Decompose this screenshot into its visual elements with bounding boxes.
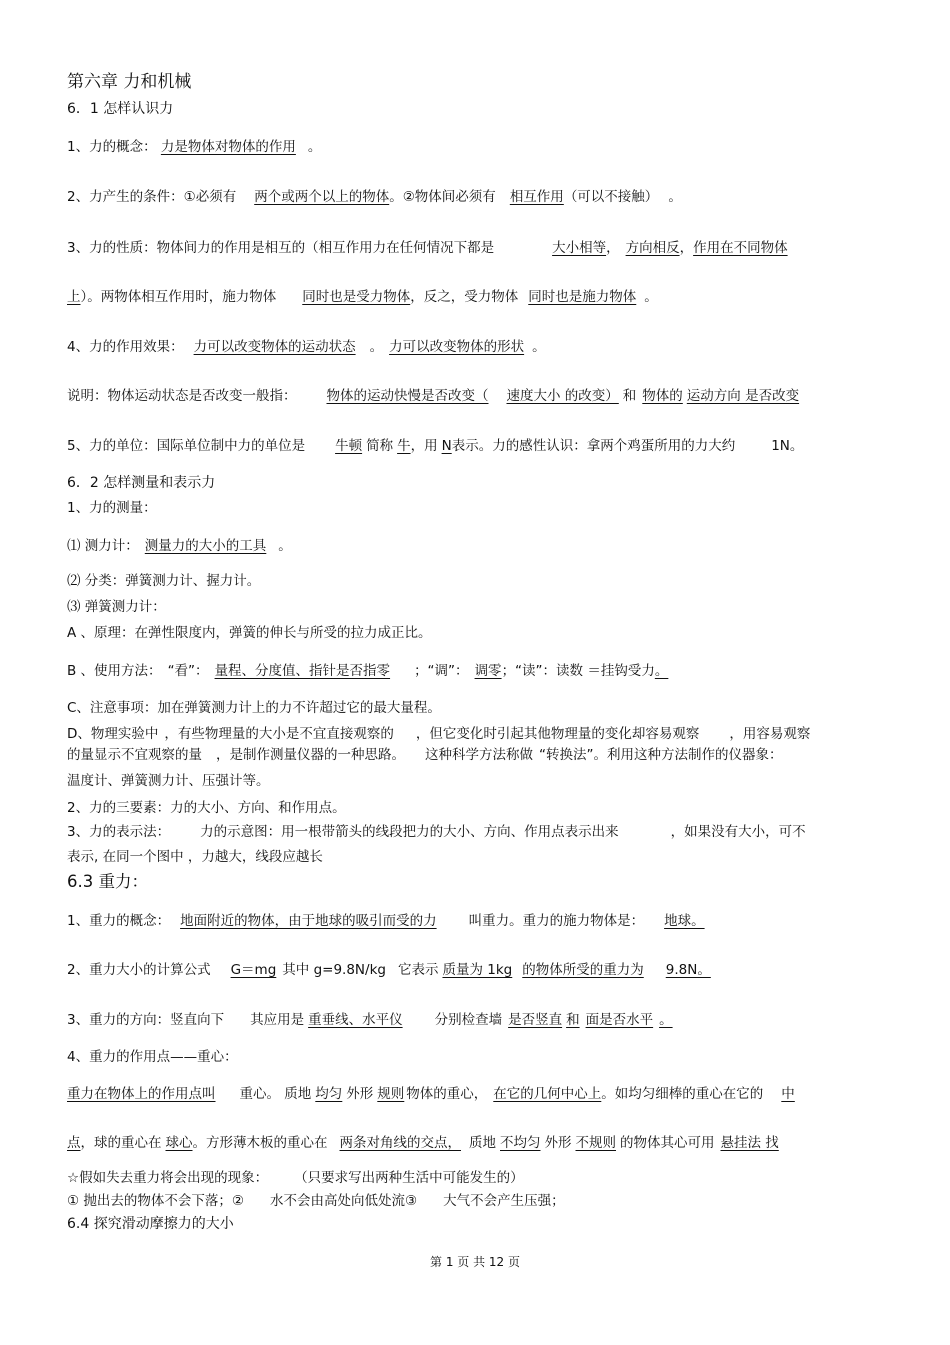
s62-line-9: 的量显示不宜观察的量 ，是制作测量仪器的一种思路。 这种科学方法称做 “转换法”。利用这种方法制作的仪器象：: [67, 747, 783, 763]
answer: 物体的运动快慢是否改变（: [326, 388, 489, 404]
s62-line-2: ⑴ 测力计： 测量力的大小的工具 。: [67, 538, 292, 554]
s63-line-6: 点，球的重心在 球心。方形薄木板的重心在 两条对角线的交点， 质地 不均匀 外形 不规则 的物体其心可用 悬挂法 找: [67, 1135, 779, 1151]
answer: 悬挂法 找: [720, 1135, 779, 1151]
answer: 的物体所受的重力为: [522, 962, 644, 978]
s61-line-1: 1、力的概念： 力是物体对物体的作用 。: [67, 139, 322, 155]
answer: 。: [654, 663, 669, 679]
answer: N: [441, 438, 452, 454]
s62-line-13: 表示, 在同一个图中 ，力越大，线段应越长: [67, 849, 323, 865]
s61-line-7: 5、力的单位：国际单位制中力的单位是 牛顿 简称 牛，用 N表示。力的感性认识：拿两个鸡蛋所用的力大约 1N。: [67, 438, 804, 454]
s62-line-12: 3、力的表示法： 力的示意图：用一根带箭头的线段把力的大小、方向、作用点表示出来 ，如果没有大小，可不: [67, 824, 806, 840]
chapter-title: 第六章 力和机械: [67, 72, 192, 92]
answer: 重力在物体上的作用点叫: [67, 1086, 216, 1102]
s62-line-6: B 、使用方法： “看”： 量程、分度值、指针是否指零 ；“调”： 调零；“读”：读数 ＝挂钩受力。: [67, 663, 669, 679]
s62-line-11: 2、力的三要素：力的大小、方向、和作用点。: [67, 800, 346, 816]
answer: 地面附近的物体，由于地球的吸引而受的力: [180, 913, 437, 929]
answer: 同时也是施力物体: [528, 289, 637, 305]
answer: 和: [566, 1012, 580, 1028]
answer: G＝mg: [230, 962, 277, 978]
answer: 力可以改变物体的运动状态: [193, 339, 356, 355]
answer: 均匀: [315, 1086, 343, 1102]
answer: 在它的几何中心上: [493, 1086, 602, 1102]
s63-line-1: 1、重力的概念： 地面附近的物体，由于地球的吸引而受的力 叫重力。重力的施力物体是： 地球。: [67, 913, 705, 929]
s62-line-5: A 、原理：在弹性限度内，弹簧的伸长与所受的拉力成正比。: [67, 625, 432, 641]
answer: 面是否水平: [585, 1012, 654, 1028]
answer: 球心: [165, 1135, 193, 1151]
answer: 9.8N。: [665, 962, 711, 978]
s62-line-10: 温度计、弹簧测力计、压强计等。: [67, 773, 270, 789]
s61-line-5: 4、力的作用效果： 力可以改变物体的运动状态 。 力可以改变物体的形状 。: [67, 339, 546, 355]
answer: 不规则: [575, 1135, 616, 1151]
answer: 上: [67, 289, 81, 305]
answer: 质量为 1kg: [442, 962, 513, 978]
s61-line-2: 2、力产生的条件：①必须有 两个或两个以上的物体。②物体间必须有 相互作用（可以不接触） 。: [67, 189, 682, 205]
answer: 两条对角线的交点: [339, 1135, 448, 1151]
answer: 速度大小 的改变）: [506, 388, 619, 404]
answer: 物体的: [642, 388, 683, 404]
s63-line-5: 重力在物体上的作用点叫 重心。 质地 均匀 外形 规则 物体的重心， 在它的几何中心上。如均匀细棒的重心在它的 中: [67, 1086, 795, 1102]
section-6-1-title: 6．1 怎样认识力: [67, 101, 174, 117]
answer: 力是物体对物体的作用: [160, 139, 296, 155]
s61-line-6: 说明：物体运动状态是否改变一般指： 物体的运动快慢是否改变（ 速度大小 的改变） 和 物体的 运动方向 是否改变: [67, 388, 800, 404]
s62-line-7: C、注意事项：加在弹簧测力计上的力不许超过它的最大量程。: [67, 700, 441, 716]
s63-line-7: ☆假如失去重力将会出现的现象： （只要求写出两种生活中可能发生的）: [67, 1170, 524, 1186]
answer: 相互作用: [509, 189, 564, 205]
answer: 不均匀: [500, 1135, 541, 1151]
s61-line-3: 3、力的性质：物体间力的作用是相互的（相互作用力在任何情况下都是 大小相等， 方向相反，作用在不同物体: [67, 240, 788, 256]
answer: 牛顿: [335, 438, 363, 454]
answer: 作用在不同物体: [693, 240, 788, 256]
s63-line-4: 4、重力的作用点——重心：: [67, 1049, 238, 1065]
answer: 点: [67, 1135, 81, 1151]
answer: 重垂线、水平仪: [308, 1012, 403, 1028]
s62-line-3: ⑵ 分类：弹簧测力计、握力计。: [67, 573, 261, 589]
section-6-4-title: 6.4 探究滑动摩擦力的大小: [67, 1216, 234, 1232]
answer: 运动方向 是否改变: [686, 388, 800, 404]
answer: 方向相反: [625, 240, 680, 256]
answer: 地球。: [664, 913, 705, 929]
answer: 规则: [377, 1086, 405, 1102]
answer: 力可以改变物体的形状: [389, 339, 525, 355]
s63-line-8: ① 抛出去的物体不会下落；② 水不会由高处向低处流③ 大气不会产生压强；: [67, 1193, 565, 1209]
s61-line-4: 上）。两物体相互作用时，施力物体 同时也是受力物体，反之，受力物体 同时也是施力物体 。: [67, 289, 658, 305]
s62-line-4: ⑶ 弹簧测力计：: [67, 599, 166, 615]
answer: 牛: [397, 438, 411, 454]
answer: 中: [781, 1086, 795, 1102]
section-6-2-title: 6．2 怎样测量和表示力: [67, 475, 216, 491]
answer: 同时也是受力物体: [302, 289, 411, 305]
answer: 量程、分度值、指针是否指零: [214, 663, 391, 679]
s63-line-2: 2、重力大小的计算公式 G＝mg 其中 g=9.8N/kg 它表示 质量为 1kg 的物体所受的重力为 9.8N。: [67, 962, 711, 978]
s63-line-3: 3、重力的方向：竖直向下 其应用是 重垂线、水平仪 分别检查墙 是否竖直 和 面是否水平 。: [67, 1012, 673, 1028]
answer: 测量力的大小的工具: [144, 538, 267, 554]
section-6-3-title: 6.3 重力：: [67, 872, 148, 891]
answer: 调零: [474, 663, 502, 679]
page-footer: 第 1 页 共 12 页: [430, 1255, 520, 1269]
answer: 是否竖直: [508, 1012, 563, 1028]
answer: 大小相等: [552, 240, 607, 256]
s62-line-8: D、物理实验中 ，有些物理量的大小是不宜直接观察的 ，但它变化时引起其他物理量的变化却容易观察 ，用容易观察: [67, 726, 811, 742]
s62-line-1: 1、力的测量：: [67, 500, 157, 516]
answer: 两个或两个以上的物体: [254, 189, 390, 205]
